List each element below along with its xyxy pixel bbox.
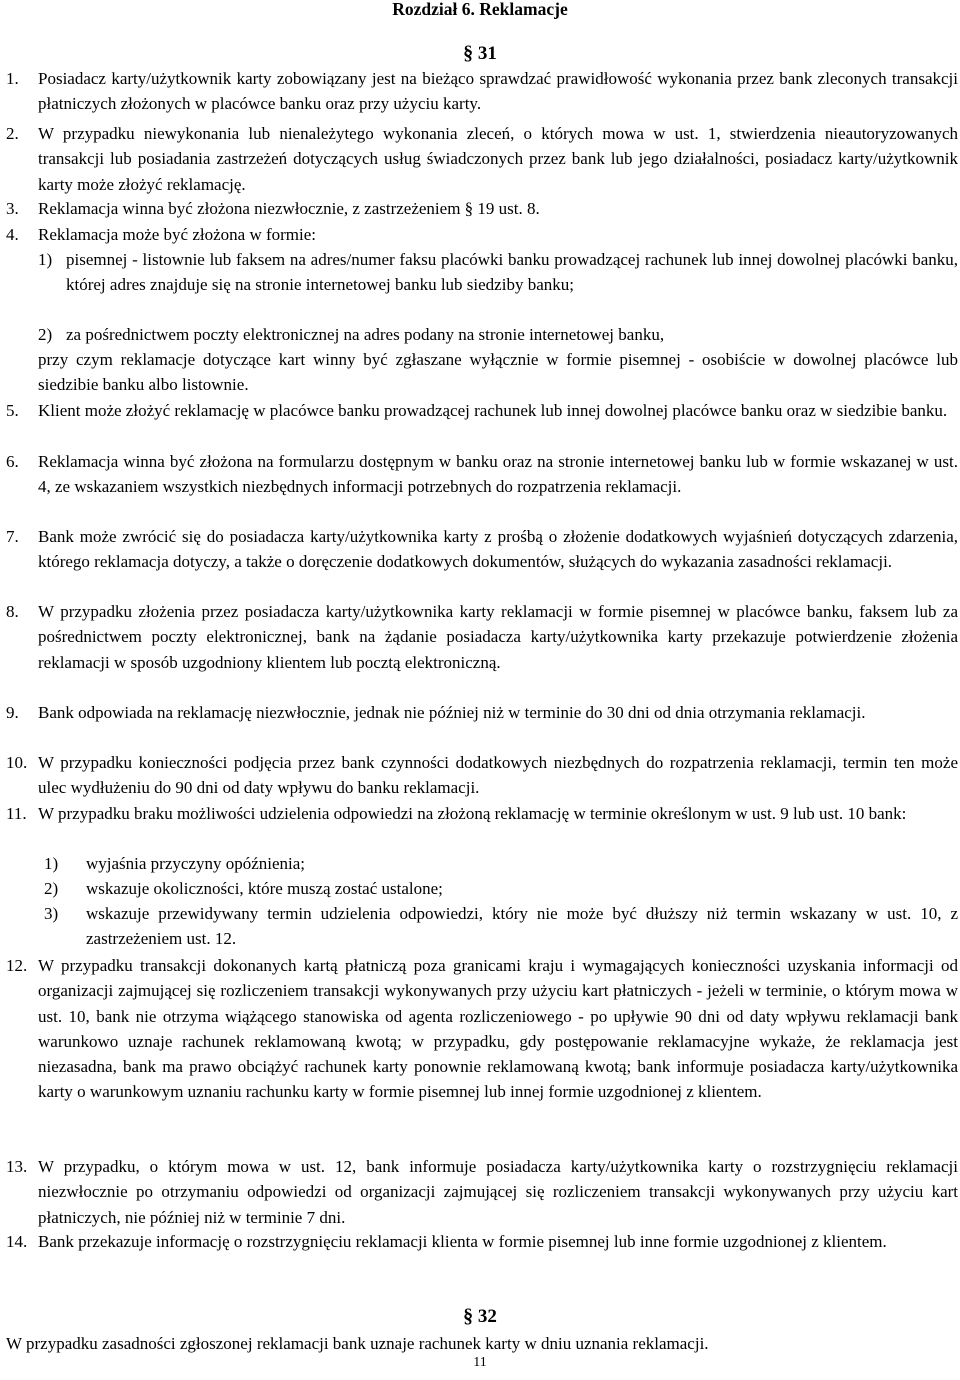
- item-text: W przypadku niewykonania lub nienależytego wykonania zleceń, o których mowa w ust. 1, stwierdzenia nieautoryzowanych transakcji lub posiadania zastrzeżeń dotyczących usług świadczonych przez bank lub jego działalności, posiadacz karty/użytkownik karty może złożyć reklamację.: [38, 124, 958, 194]
- item-11-subitem-2: [44, 876, 958, 901]
- list-item-10: [6, 750, 958, 801]
- page-number: 11: [473, 1355, 487, 1370]
- item-number: 8.: [6, 602, 19, 621]
- item-text: W przypadku braku możliwości udzielenia odpowiedzi na złożoną reklamację w terminie określonym w ust. 9 lub ust. 10 bank:: [38, 804, 907, 823]
- item-4-subitem-2: [38, 322, 958, 347]
- subitem-number: 3): [44, 904, 59, 923]
- item-number: 11.: [6, 804, 27, 823]
- subitem-number: 1): [38, 250, 53, 269]
- list-item-8: [6, 599, 958, 675]
- section-31-number: 31: [473, 43, 497, 64]
- subitem-text: pisemnej - listownie lub faksem na adres/numer faksu placówki banku prowadzącej rachunek lub innej dowolnej placówki banku, której adres znajduje się na stronie internetowej banku lub siedziby banku;: [66, 250, 958, 295]
- list-item-4: [6, 222, 958, 247]
- item-text: W przypadku, o którym mowa w ust. 12, bank informuje posiadacza karty/użytkownika karty o rozstrzygnięciu reklamacji niezwłocznie po otrzymaniu odpowiedzi od organizacji zajmującej się rozliczeniem transakcji wykonywanych przy użyciu kart płatniczych, nie później niż w terminie 7 dni.: [38, 1157, 958, 1227]
- item-number: 2.: [6, 124, 19, 143]
- subitem-number: 2): [38, 325, 53, 344]
- item-11-subitem-1: [44, 851, 958, 876]
- item-text: Bank odpowiada na reklamację niezwłocznie, jednak nie później niż w terminie do 30 dni od dnia otrzymania reklamacji.: [38, 703, 866, 722]
- item-number: 9.: [6, 703, 19, 722]
- item-number: 1.: [6, 69, 19, 88]
- list-item-9: [6, 700, 958, 725]
- item-text: Posiadacz karty/użytkownik karty zobowiązany jest na bieżąco sprawdzać prawidłowość wykonania przez bank zleconych transakcji płatniczych złożonych w placówce banku oraz przy użyciu karty.: [38, 69, 958, 114]
- paragraph-sign-icon: §: [463, 42, 474, 64]
- list-item-6: [6, 449, 958, 500]
- item-number: 13.: [6, 1157, 28, 1176]
- list-item-11: [6, 801, 958, 826]
- note-text: przy czym reklamacje dotyczące kart winny być zgłaszane wyłącznie w formie pisemnej - osobiście w dowolnej placówce lub siedzibie banku albo listownie.: [38, 350, 958, 395]
- section-32-number: 32: [473, 1306, 497, 1327]
- chapter-title: Rozdział 6. Reklamacje: [392, 0, 568, 19]
- item-4-note: [38, 347, 958, 398]
- item-text: Reklamacja może być złożona w formie:: [38, 225, 317, 244]
- item-4-subitem-1: [38, 247, 958, 298]
- section-32-text: W przypadku zasadności zgłoszonej reklamacji bank uznaje rachunek karty w dniu uznania reklamacji.: [6, 1334, 709, 1353]
- subitem-text: wskazuje okoliczności, które muszą zostać ustalone;: [86, 879, 443, 898]
- section-31-heading: [0, 42, 960, 65]
- item-text: Bank może zwrócić się do posiadacza karty/użytkownika karty z prośbą o złożenie dodatkowych wyjaśnień dotyczących zdarzenia, którego reklamacja dotyczy, a także o doręczenie dodatkowych dokumentów, służących do wykazania zasadności reklamacji.: [38, 527, 958, 572]
- item-number: 12.: [6, 956, 28, 975]
- item-11-subitem-3: [44, 901, 958, 952]
- list-item-12: [6, 953, 958, 1105]
- list-item-3: [6, 196, 958, 221]
- subitem-number: 2): [44, 879, 59, 898]
- item-text: W przypadku złożenia przez posiadacza karty/użytkownika karty reklamacji w formie pisemnej w placówce banku, faksem lub za pośrednictwem poczty elektronicznej, bank na żądanie posiadacza karty/użytkownika karty przekazuje potwierdzenie złożenia reklamacji w sposób uzgodniony klientem lub pocztą elektroniczną.: [38, 602, 958, 672]
- list-item-1: [6, 66, 958, 117]
- item-text: Reklamacja winna być złożona na formularzu dostępnym w banku oraz na stronie internetowej banku lub w formie wskazanej w ust. 4, ze wskazaniem wszystkich niezbędnych informacji potrzebnych do rozpatrzenia reklamacji.: [38, 452, 958, 497]
- item-text: Reklamacja winna być złożona niezwłocznie, z zastrzeżeniem § 19 ust. 8.: [38, 199, 540, 218]
- item-number: 7.: [6, 527, 19, 546]
- item-number: 4.: [6, 225, 19, 244]
- subitem-number: 1): [44, 854, 59, 873]
- item-text: Bank przekazuje informację o rozstrzygnięciu reklamacji klienta w formie pisemnej lub inne formie uzgodnionej z klientem.: [38, 1232, 887, 1251]
- list-item-13: [6, 1154, 958, 1230]
- subitem-text: wyjaśnia przyczyny opóźnienia;: [86, 854, 306, 873]
- list-item-5: [6, 398, 958, 423]
- section-32-heading: [0, 1305, 960, 1328]
- item-number: 14.: [6, 1232, 28, 1251]
- subitem-text: wskazuje przewidywany termin udzielenia odpowiedzi, który nie może być dłuższy niż termin wskazany w ust. 10, z zastrzeżeniem ust. 12.: [86, 904, 958, 949]
- list-item-14: [6, 1229, 958, 1254]
- item-number: 6.: [6, 452, 19, 471]
- item-text: Klient może złożyć reklamację w placówce banku prowadzącej rachunek lub innej dowolnej placówce banku oraz w siedzibie banku.: [38, 401, 948, 420]
- item-number: 3.: [6, 199, 19, 218]
- item-number: 5.: [6, 401, 19, 420]
- item-text: W przypadku transakcji dokonanych kartą płatniczą poza granicami kraju i wymagających konieczności uzyskania informacji od organizacji zajmującej się rozliczeniem transakcji wykonywanych przy użyciu kart płatniczych - jeżeli w terminie, o którym mowa w ust. 10, bank nie otrzyma wiążącego stanowiska od agenta rozliczeniowego - po upływie 90 dni od daty wpływu reklamacji bank warunkowo uznaje rachunek reklamowaną kwotą; w przypadku, gdy postępowanie reklamacyjne wykaże, że reklamacja jest niezasadna, bank ma prawo obciążyć rachunek karty ponownie reklamowaną kwotą; bank informuje posiadacza karty/użytkownika karty o warunkowym uznaniu rachunku karty w formie pisemnej lub innej formie uzgodnionej z klientem.: [38, 956, 958, 1102]
- subitem-text: za pośrednictwem poczty elektronicznej na adres podany na stronie internetowej banku,: [66, 325, 665, 344]
- paragraph-sign-icon: §: [463, 1305, 474, 1327]
- list-item-2: [6, 121, 958, 197]
- item-text: W przypadku konieczności podjęcia przez bank czynności dodatkowych niezbędnych do rozpatrzenia reklamacji, termin ten może ulec wydłużeniu do 90 dni od daty wpływu do banku reklamacji.: [38, 753, 958, 798]
- item-number: 10.: [6, 753, 28, 772]
- list-item-7: [6, 524, 958, 575]
